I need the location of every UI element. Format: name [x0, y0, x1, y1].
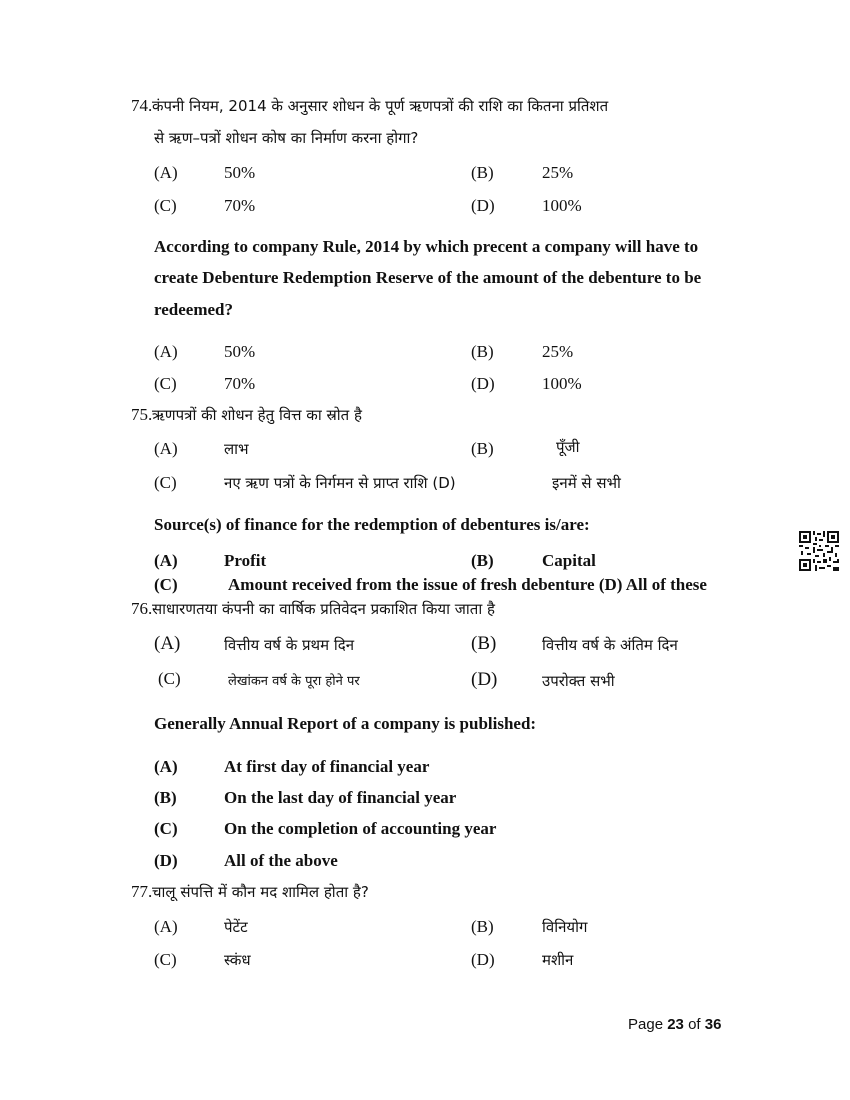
q75-number: 75.: [131, 405, 153, 424]
q77-hi-opt-d-label: (D): [471, 950, 495, 969]
q75-hi-opt-d: इनमें से सभी: [552, 474, 621, 492]
q74-en-opt-a-label: (A): [154, 342, 178, 361]
q74-hindi-line1: कंपनी नियम, 2014 के अनुसार शोधन के पूर्ण ऋणपत्रों की राशि का कितना प्रतिशत: [152, 97, 609, 115]
q77-hi-opt-a-label: (A): [154, 917, 178, 936]
q76-hi-opt-b-label: (B): [471, 633, 497, 654]
q76-en-opt-b: On the last day of financial year: [224, 788, 457, 807]
q74-hi-opt-a: 50%: [224, 163, 256, 182]
q77-hi-opt-c-label: (C): [154, 950, 177, 969]
q74-english-line3: redeemed?: [154, 300, 233, 319]
q76-en-opt-c: On the completion of accounting year: [224, 819, 497, 838]
q76-hi-opt-d: उपरोक्त सभी: [542, 672, 615, 690]
q74-en-opt-c-label: (C): [154, 374, 177, 393]
page-total: 36: [704, 1016, 722, 1033]
q75-en-opt-b: Capital: [542, 551, 596, 570]
q75-hi-opt-b-label: (B): [471, 439, 494, 458]
page-word: Page: [628, 1016, 664, 1033]
q74-hi-opt-a-label: (A): [154, 163, 178, 182]
page-of-word: of: [688, 1016, 701, 1033]
q77-hi-opt-d: मशीन: [542, 951, 574, 969]
q76-hi-opt-a: वित्तीय वर्ष के प्रथम दिन: [224, 636, 355, 654]
q76-hi-opt-c: लेखांकन वर्ष के पूरा होने पर: [228, 674, 360, 689]
q75-hindi: ऋणपत्रों की शोधन हेतु वित्त का स्रोत है: [152, 406, 362, 424]
q76-hindi: साधारणतया कंपनी का वार्षिक प्रतिवेदन प्रकाशित किया जाता है: [152, 600, 495, 618]
q75-en-opt-b-label: (B): [471, 551, 494, 570]
q77-hi-opt-a: पेटेंट: [224, 918, 248, 936]
q74-hi-opt-c: 70%: [224, 196, 256, 215]
q75-hi-opt-c: नए ऋण पत्रों के निर्गमन से प्राप्त राशि (D): [224, 474, 456, 492]
q74-hi-opt-b: 25%: [542, 163, 574, 182]
q75-hi-opt-c-label: (C): [154, 473, 177, 492]
q74-hi-opt-c-label: (C): [154, 196, 177, 215]
q75-en-opt-c: Amount received from the issue of fresh debenture (D) All of these: [228, 575, 707, 594]
q74-en-opt-b-label: (B): [471, 342, 494, 361]
q74-en-opt-d: 100%: [542, 374, 582, 393]
page-current: 23: [667, 1016, 684, 1033]
q75-en-opt-c-label: (C): [154, 575, 178, 594]
q76-en-opt-d-label: (D): [154, 851, 178, 870]
q75-en-opt-a-label: (A): [154, 551, 178, 570]
q76-en-opt-d: All of the above: [224, 851, 338, 870]
q74-hi-opt-b-label: (B): [471, 163, 494, 182]
q76-hi-opt-c-label: (C): [158, 669, 181, 688]
q74-hindi-line2: से ऋण–पत्रों शोधन कोष का निर्माण करना होगा?: [154, 129, 419, 147]
q77-number: 77.: [131, 882, 153, 901]
q74-en-opt-d-label: (D): [471, 374, 495, 393]
q76-en-opt-b-label: (B): [154, 788, 177, 807]
q76-hi-opt-a-label: (A): [154, 633, 181, 654]
q74-number: 74.: [131, 96, 153, 115]
q74-hi-opt-d: 100%: [542, 196, 582, 215]
page-number: [628, 1016, 721, 1033]
q76-hi-opt-b: वित्तीय वर्ष के अंतिम दिन: [542, 636, 678, 654]
q74-en-opt-c: 70%: [224, 374, 256, 393]
q75-hi-opt-a-label: (A): [154, 439, 178, 458]
q77-hindi: चालू संपत्ति में कौन मद शामिल होता है?: [152, 883, 369, 901]
q77-hi-opt-b-label: (B): [471, 917, 494, 936]
q75-english: Source(s) of finance for the redemption of debentures is/are:: [154, 515, 590, 534]
q74-en-opt-a: 50%: [224, 342, 256, 361]
q74-en-opt-b: 25%: [542, 342, 574, 361]
q76-hi-opt-d-label: (D): [471, 669, 498, 690]
q76-english: Generally Annual Report of a company is published:: [154, 714, 537, 733]
q74-hi-opt-d-label: (D): [471, 196, 495, 215]
q75-hi-opt-b: पूँजी: [556, 438, 580, 456]
qr-code-icon: [799, 531, 839, 571]
q76-en-opt-c-label: (C): [154, 819, 178, 838]
q75-hi-opt-a: लाभ: [224, 440, 249, 458]
q77-hi-opt-b: विनियोग: [542, 918, 588, 936]
q76-number: 76.: [131, 599, 153, 618]
q75-en-opt-a: Profit: [224, 551, 267, 570]
q74-english-line2: create Debenture Redemption Reserve of the amount of the debenture to be: [154, 268, 702, 287]
q74-english-line1: According to company Rule, 2014 by which precent a company will have to: [154, 237, 699, 256]
q77-hi-opt-c: स्कंध: [224, 951, 251, 969]
q76-en-opt-a: At first day of financial year: [224, 757, 430, 776]
q76-en-opt-a-label: (A): [154, 757, 178, 776]
